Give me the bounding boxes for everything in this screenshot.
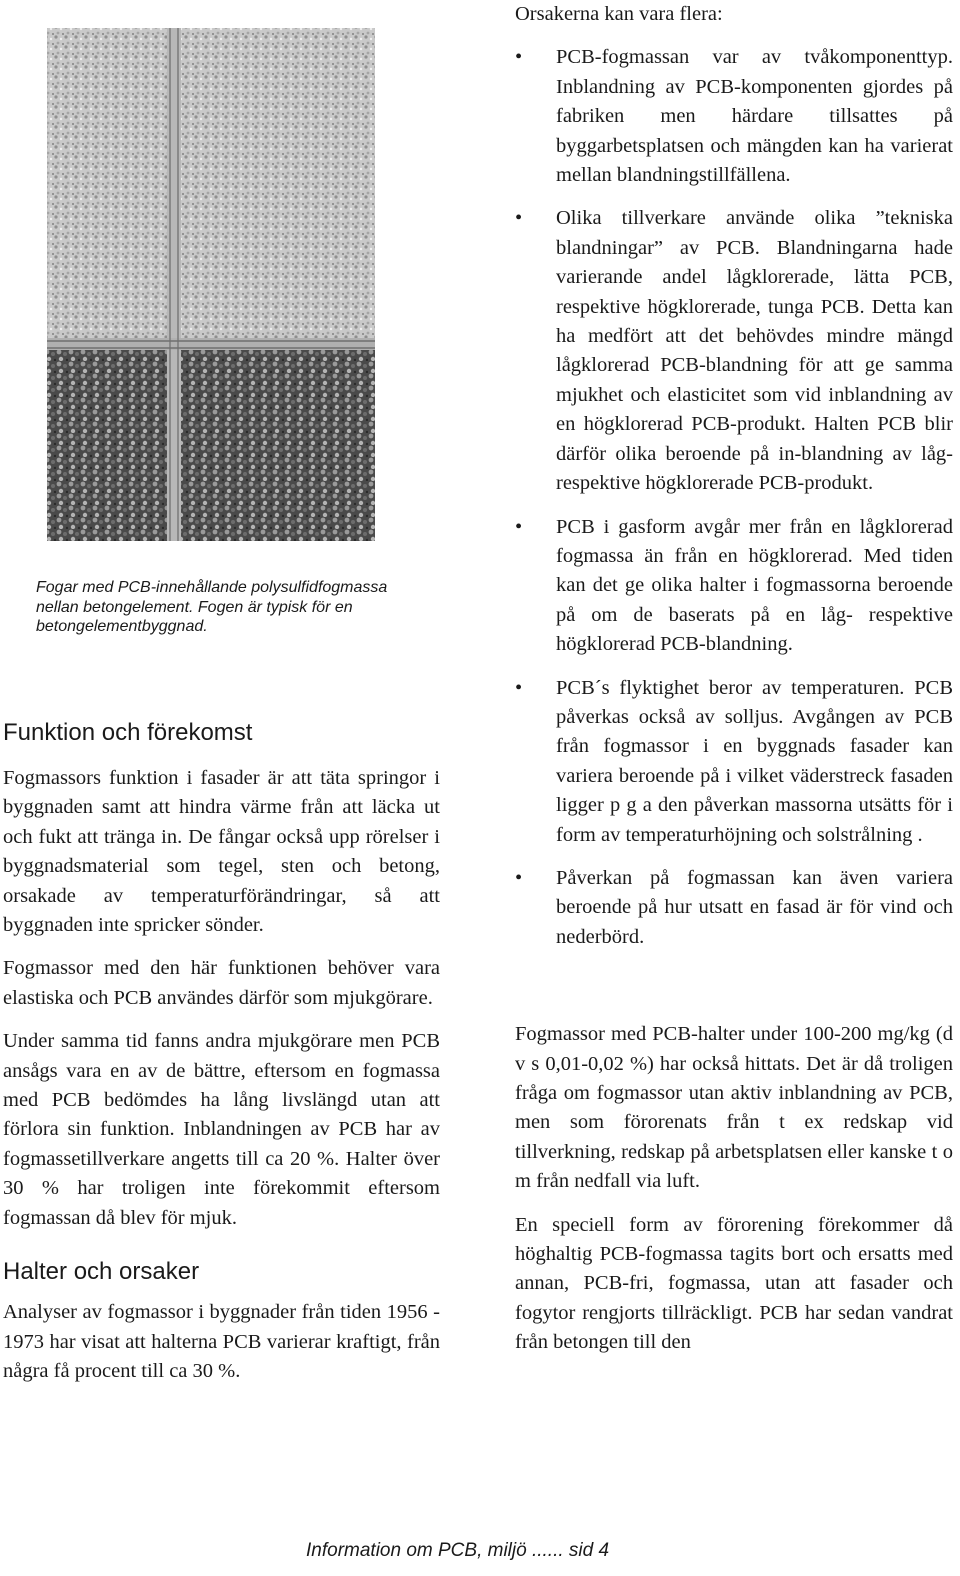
page-footer: Information om PCB, miljö ...... sid 4 (306, 1540, 610, 1561)
bullet-icon: • (515, 676, 523, 699)
bullet-icon: • (515, 46, 523, 69)
right-column (515, 0, 953, 1358)
bullet-list (515, 43, 953, 952)
list-item-text: PCB i gasform avgår mer från en lågklorerad fogmassa än från en högklorerad. Med tiden kan det ge olika halter i fogmassorna beroende på om de baserats på en låg- respektive högklorerad PCB-blandning. (556, 515, 953, 656)
left-column (3, 716, 440, 1400)
heading-halter: Halter och orsaker (3, 1258, 200, 1286)
list-item-text: PCB´s flyktighet beror av temperaturen. PCB påverkas också av solljus. Avgången av PCB från fogmassor i en byggnads fasader kan variera beroende på i vilket väderstreck fasaden ligger p g a den påverkan massorna utsätts för i form av temperaturhöjning och solstrålning . (556, 676, 953, 846)
list-item (515, 204, 953, 498)
paragraph-fogmassor-halter: Fogmassor med PCB-halter under 100-200 mg/kg (d v s 0,01-0,02 %) har också hittats. Det är då troligen fråga om fogmassor utan aktiv inblandning av PCB, men som förorenats från t ex redskap vid tillverkning, redskap på arbetsplatsen eller kanske t o m från nedfall via luft. (515, 1023, 953, 1193)
bullet-icon: • (515, 866, 523, 889)
bullet-icon: • (515, 207, 523, 230)
bullet-icon: • (515, 515, 523, 538)
paragraph-orsakerna: Orsakerna kan vara flera: (515, 3, 723, 25)
heading-funktion: Funktion och förekomst (3, 719, 253, 746)
paragraph-fororening: En speciell form av förorening förekommer då höghaltig PCB-fogmassa tagits bort och ersatts med annan, PCB-fri, fogmassa, utan att fasader och fogytor rengjorts tillräckligt. PCB har sedan vandrat från betongen till den (515, 1213, 953, 1354)
list-item (515, 513, 953, 660)
paragraph-elastiska: Fogmassor med den här funktionen behöver vara elastiska och PCB användes därför som mjukgörare. (3, 957, 440, 1009)
figure-caption: Fogar med PCB-innehållande polysulfidfogmassa nellan betongelement. Fogen är typisk för en betongelementbyggnad. (36, 579, 388, 635)
paragraph-funktion: Fogmassors funktion i fasader är att täta springor i byggnaden samt att hindra värme från att läcka ut och fukt att tränga in. De fångar också upp rörelser i byggnadsmaterial som tegel, sten och betong, orsakade av temperaturförändringar, så att byggnaden inte spricker sönder. (3, 767, 440, 937)
list-item (515, 864, 953, 952)
list-item-text: PCB-fogmassan var av tvåkomponenttyp. Inblandning av PCB-komponenten gjordes på fabriken men härdare tillsattes på byggarbetsplatsen och mängden kan ha varierat mellan blandningstillfällena. (556, 46, 953, 187)
paragraph-mjukgorare: Under samma tid fanns andra mjukgörare men PCB ansågs vara en av de bättre, eftersom en fogmassa med PCB bedömdes ha lång livslängd utan att förlora sin funktion. Inblandningen av PCB har av fogmassetillverkare angetts till ca 20 %. Halter över 30 % har troligen inte förekommit eftersom fogmassan då blev för mjuk. (3, 1030, 440, 1229)
paragraph-analyser: Analyser av fogmassor i byggnader från tiden 1956 - 1973 har visat att halterna PCB varierar kraftigt, från några få procent till ca 30 %. (3, 1301, 440, 1382)
list-item-text: Olika tillverkare använde olika ”tekniska blandningar” av PCB. Blandningarna hade varierande andel lågklorerade, lätta PCB, respektive högklorerade, tunga PCB. Detta kan ha medfört att det behövdes mindre mängd lågklorerad PCB-blandning för att ge samma mjukhet och elasticitet som vid inblandning av en högklorerad PCB-produkt. Halten PCB blir därför olika beroende på in-blandning av låg- respektive högklorerade PCB-produkt. (556, 207, 953, 495)
concrete-joint-photo (44, 25, 378, 544)
list-item (515, 674, 953, 850)
list-item-text: Påverkan på fogmassan kan även variera beroende på hur utsatt en fasad är för vind och nederbörd. (556, 866, 953, 948)
list-item (515, 43, 953, 190)
